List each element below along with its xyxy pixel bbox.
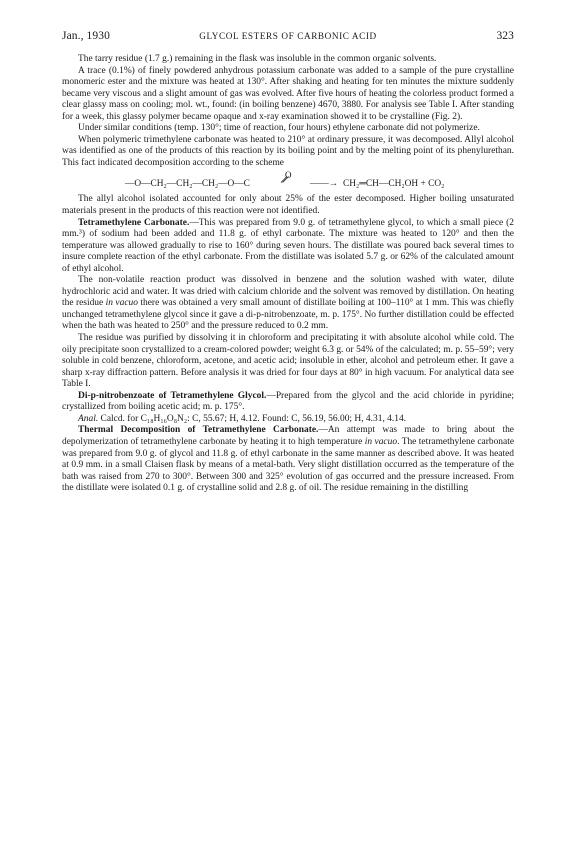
scheme-reactant: —O—CH₂—CH₂—CH₂—O—C — [125, 179, 250, 190]
paragraph-dinitrobenzoate — [62, 391, 514, 414]
paragraph-potassium-carbonate: A trace (0.1%) of finely powdered anhydrous potassium carbonate was added to a sample of the pure crystalline monomeric ester and the mixture was heated at 130°. After shaking and heating for ten minutes the mixture suddenly became very viscous and a slight amount of gas was evolved. After five hours of heating the colorless product formed a clear glassy mass on cooling; mol. wt., found: (in boiling benzene) 4670, 3880. For analysis see Table I. After standing for a week, this glassy polymer became opaque and x-ray examination showed it to be crystalline (Fig. 2). — [62, 65, 514, 122]
paragraph-text: —This was prepared from 9.0 g. of tetramethylene glycol, to which a small piece (2 mm.³) of sodium had been added and 11.8 g. of ethyl carbonate. The mixture was heated to 120° and then the temperature was allowed gradually to rise to 160° during seven hours. The distillate was poured back several times to insure complete reaction of the ethyl carbonate. From the distillate was isolated 5.7 g. or 62% of the calculated amount of ethyl alcohol. — [62, 217, 514, 274]
header-date: Jan., 1930 — [62, 30, 110, 42]
paragraph-tarry-residue: The tarry residue (1.7 g.) remaining in the flask was insoluble in the common organic solvents. — [78, 54, 437, 64]
paragraph-text: there was obtained a very small amount of distillate boiling at 100–110° at 1 mm. This was chiefly unchanged tetramethylene glycol since it gave a di-p-nitrobenzoate, m. p. 175°. No further distillation could be effected when the bath was heated to 250° and the pressure reduced to 0.2 mm. — [62, 298, 514, 332]
scheme-products: CH₂═CH—CH₂OH + CO₂ — [343, 179, 445, 190]
paragraph-ethylene-carbonate: Under similar conditions (temp. 130°; time of reaction, four hours) ethylene carbonate did not polymerize. — [78, 123, 480, 134]
section-heading: Di-p-nitrobenzoate of Tetramethylene Glycol. — [78, 390, 267, 401]
article-body — [62, 54, 514, 495]
paragraph-polymeric-decomposition: When polymeric trimethylene carbonate was heated to 210° at ordinary pressure, it was decomposed. Allyl alcohol was identified as one of the products of this reaction by its boiling point and by the melting point of its phenylurethan. This fact indicated decomposition according to the scheme — [62, 134, 514, 168]
paragraph-tetramethylene-carbonate — [62, 218, 514, 276]
italic-term: in vacuo — [105, 298, 138, 309]
scheme-carbonyl-oxygen: O — [285, 170, 292, 181]
header-page-number: 323 — [496, 30, 514, 42]
decomposition-scheme — [62, 170, 514, 193]
paragraph-text: The non-volatile reaction product was dissolved in benzene and the solution washed with water, dilute hydrochloric acid and water. It was dried with calcium chloride and the solvent was removed by distillation. On heating the residue — [62, 275, 514, 309]
section-heading: Thermal Decomposition of Tetramethylene Carbonate. — [78, 425, 319, 436]
scheme-arrow: ——→ — [310, 179, 339, 190]
running-header — [62, 30, 514, 46]
paragraph-text: —Prepared from the glycol and the acid chloride in pyridine; crystallized from boiling acetic acid; m. p. 175°. — [62, 390, 515, 413]
paragraph-allyl-alcohol: The allyl alcohol isolated accounted for only about 25% of the ester decomposed. Higher boiling unsaturated materials present in the products of this reaction were not identified. — [62, 194, 514, 217]
paragraph-purification: The residue was purified by dissolving it in chloroform and precipitating it with absolute alcohol while cold. The oily precipitate soon crystallized to a cream-colored powder; weight 6.3 g. or 54% of the calculated; m. p. 55–59°; very soluble in cold benzene, chloroform, acetone, and acetic acid; insoluble in ether, alcohol and petroleum ether. It gave a sharp x-ray diffraction pattern. Before analysis it was dried for four days at 80° in high vacuum. For analytical data see Table I. — [62, 333, 514, 390]
italic-term: Anal. — [78, 413, 99, 424]
header-running-title: GLYCOL ESTERS OF CARBONIC ACID — [199, 31, 377, 41]
paragraph-text: —An attempt was made to bring about the depolymerization of tetramethylene carbonate by heating it to high temperature — [62, 425, 514, 447]
paragraph-text: Calcd. for C₁₈H₁₆O₈N₂: C, 55.67; H, 4.12. Found: C, 56.19, 56.00; H, 4.31, 4.14. — [98, 413, 407, 424]
italic-term: in vacuo — [364, 436, 398, 447]
paragraph-text: . The tetramethylene carbonate was prepared from 9.0 g. of glycol and 11.8 g. of ethyl carbonate in the same manner as described above. It was heated at 0.9 mm. in a small Claisen flask by means of a metal-bath. Very slight distillation occurred as the temperature of the bath was raised from 270 to 300°. Between 300 and 325° evolution of gas occurred and the pressure increased. From the distillate were isolated 0.1 g. of crystalline solid and 2.8 g. of oil. The residue remaining in the distilling — [62, 436, 515, 494]
paragraph-analysis — [62, 414, 514, 426]
paragraph-thermal-decomposition — [62, 425, 514, 494]
paragraph-non-volatile-product — [62, 275, 514, 333]
section-heading: Tetramethylene Carbonate. — [78, 217, 190, 228]
